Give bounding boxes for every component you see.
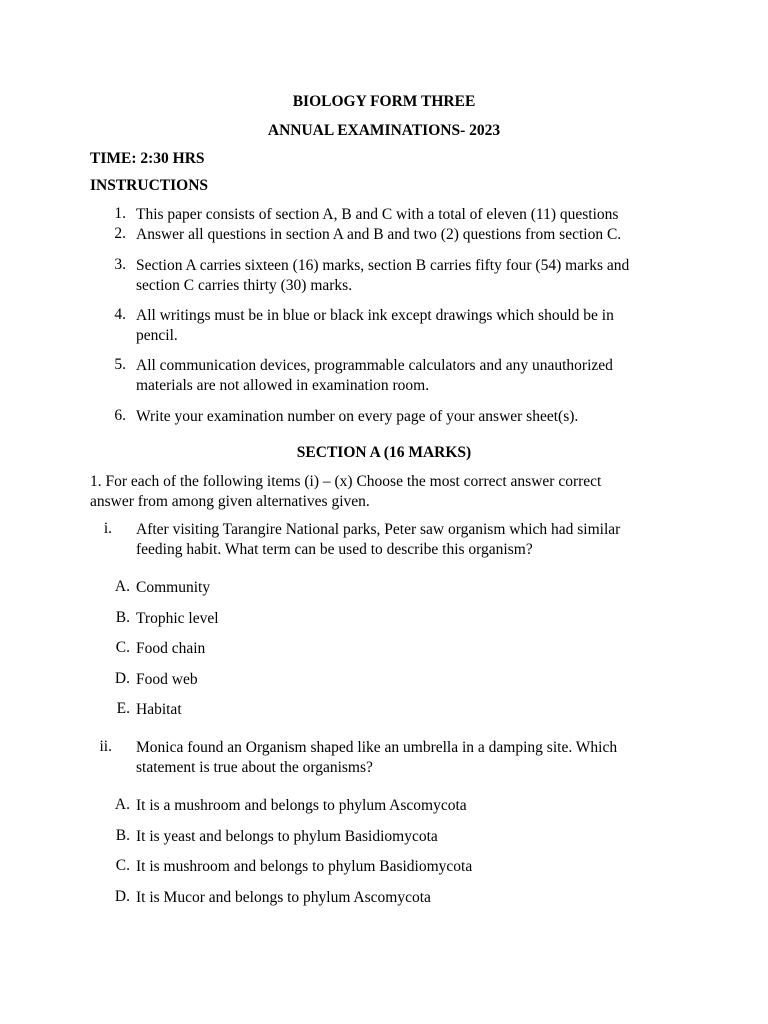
option-text: It is yeast and belongs to phylum Basidiomycota [136,828,438,845]
option-letter: A. [114,796,130,813]
option-letter: C. [115,857,130,874]
option-letter: A. [114,578,130,595]
option-letter: E. [116,700,130,717]
item-text: feeding habit. What term can be used to describe this organism? [136,541,533,558]
option-letter: C. [115,639,130,656]
instruction-text: section C carries thirty (30) marks. [136,277,353,294]
item-number: ii. [99,738,112,755]
item-text: Monica found an Organism shaped like an umbrella in a damping site. Which [136,739,618,756]
option-text: It is a mushroom and belongs to phylum Ascomycota [136,797,467,814]
option-text: Food chain [136,640,206,657]
option-text: It is mushroom and belongs to phylum Basidiomycota [136,858,473,875]
instruction-text: Section A carries sixteen (16) marks, section B carries fifty four (54) marks and [136,257,630,274]
option-text: Community [136,579,211,596]
section-a-heading: SECTION A (16 MARKS) [296,444,472,461]
instruction-text: materials are not allowed in examination room. [136,377,430,394]
instruction-text: This paper consists of section A, B and C with a total of eleven (11) questions [136,206,619,223]
instructions-heading: INSTRUCTIONS [90,177,209,194]
option-letter: B. [115,609,130,626]
item-text: After visiting Tarangire National parks, Peter saw organism which had similar [136,521,621,538]
exam-time: TIME: 2:30 HRS [90,150,205,167]
instruction-text: All writings must be in blue or black ink except drawings which should be in [136,307,614,324]
instruction-number: 1. [114,205,126,222]
instruction-number: 4. [114,306,126,323]
instruction-number: 5. [114,356,126,373]
instruction-number: 6. [114,407,126,424]
exam-subtitle: ANNUAL EXAMINATIONS- 2023 [267,122,501,139]
item-text: statement is true about the organisms? [136,759,373,776]
option-text: Habitat [136,701,182,718]
question-1-text: answer from among given alternatives given. [90,493,370,510]
option-letter: D. [114,670,130,687]
option-text: It is Mucor and belongs to phylum Ascomycota [136,889,431,906]
option-letter: D. [114,888,130,905]
option-letter: B. [115,827,130,844]
instruction-number: 2. [114,225,126,242]
instruction-text: All communication devices, programmable calculators and any unauthorized [136,357,613,374]
instruction-number: 3. [114,256,126,273]
instruction-text: pencil. [136,327,178,344]
instruction-text: Answer all questions in section A and B and two (2) questions from section C. [136,226,622,243]
question-1-text: 1. For each of the following items (i) – (x) Choose the most correct answer correct [90,473,602,490]
exam-title: BIOLOGY FORM THREE [292,93,476,110]
item-number: i. [103,520,112,537]
option-text: Food web [136,671,198,688]
instruction-text: Write your examination number on every page of your answer sheet(s). [136,408,579,425]
option-text: Trophic level [136,610,219,627]
